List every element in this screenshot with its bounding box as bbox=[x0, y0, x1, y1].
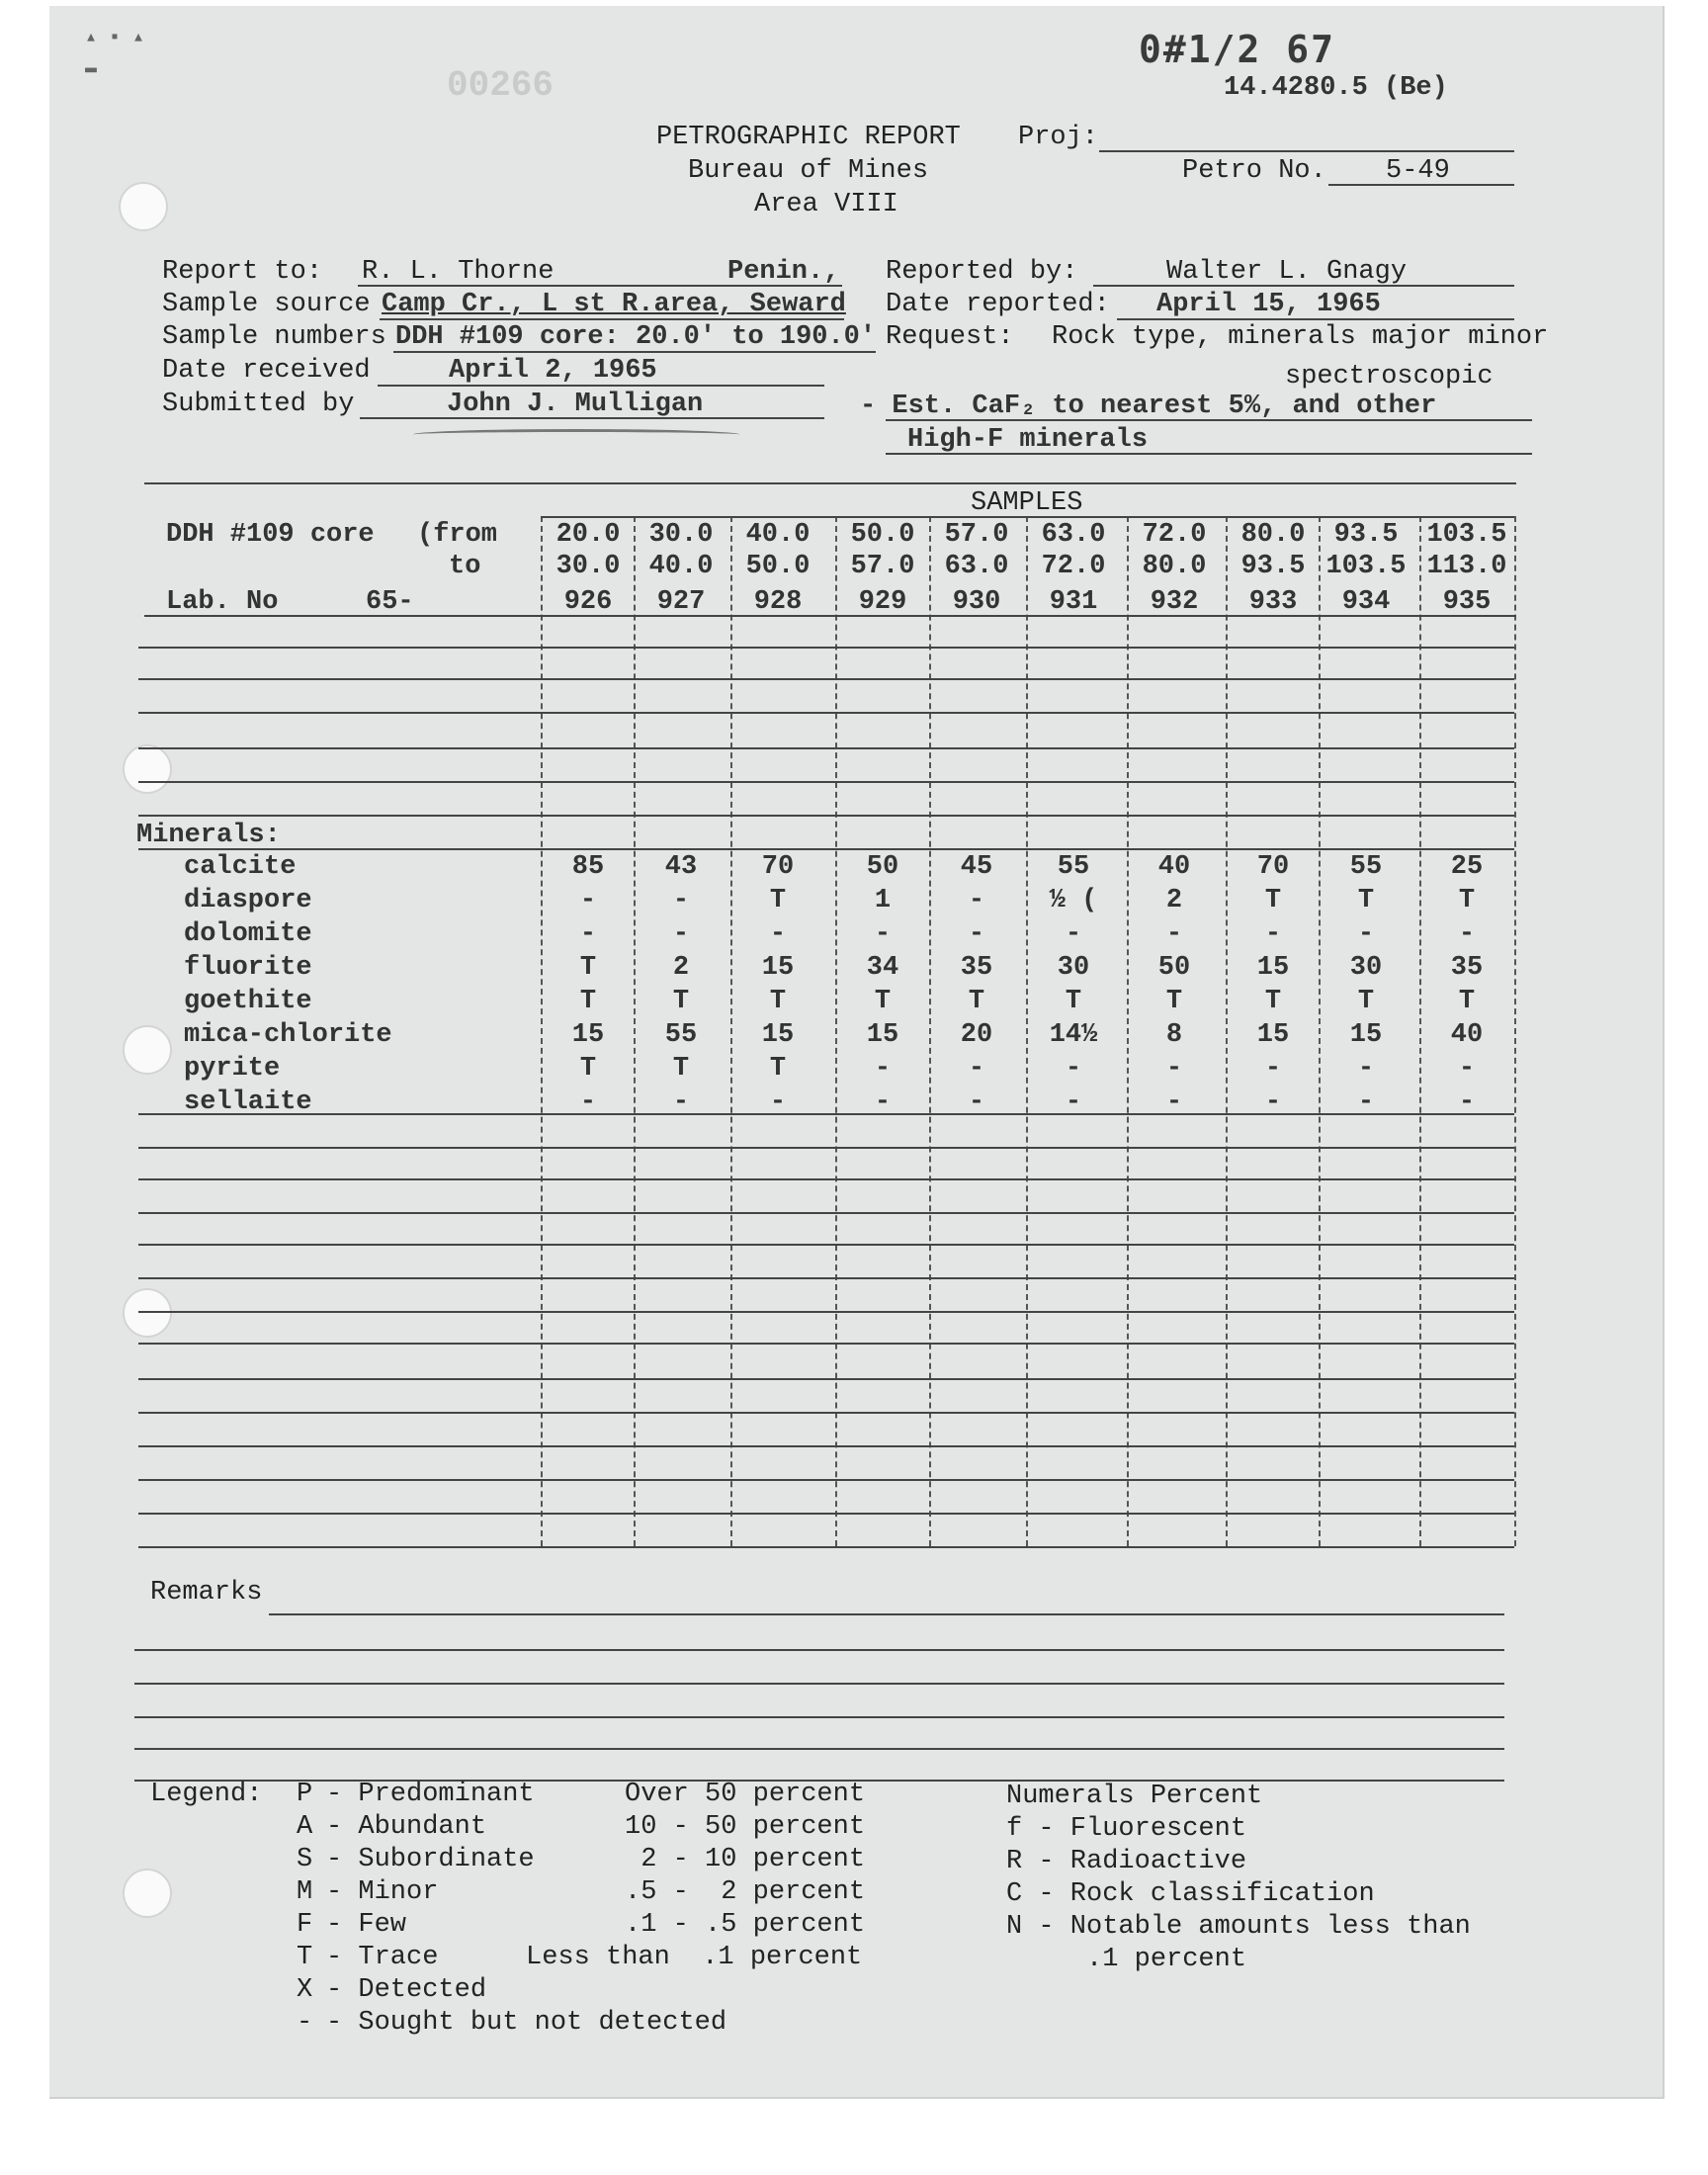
column-divider bbox=[1514, 516, 1516, 1546]
sample-numbers-value: DDH #109 core: 20.0' to 190.0' bbox=[395, 322, 877, 352]
table-rule bbox=[138, 1412, 1514, 1414]
sample-to-value: 93.5 bbox=[1240, 552, 1306, 581]
punch-hole bbox=[119, 182, 168, 231]
table-rule bbox=[138, 1378, 1514, 1380]
remarks-line bbox=[134, 1748, 1504, 1750]
mineral-value: T bbox=[968, 987, 985, 1016]
lab-number: 933 bbox=[1248, 587, 1298, 617]
mineral-value: - bbox=[1357, 1088, 1375, 1117]
submitted-by-underline bbox=[360, 417, 824, 419]
legend-note: R - Radioactive bbox=[1006, 1847, 1247, 1876]
table-rule bbox=[138, 1178, 1514, 1180]
legend-description: - Minor bbox=[326, 1877, 439, 1907]
sample-from-value: 40.0 bbox=[745, 520, 811, 550]
request-note-1: - Est. CaF₂ to nearest 5%, and other bbox=[860, 392, 1437, 421]
mineral-value: T bbox=[1065, 987, 1082, 1016]
mineral-value: T bbox=[769, 1054, 787, 1084]
table-rule bbox=[138, 848, 1514, 850]
mineral-value: 50 bbox=[1157, 953, 1191, 983]
sample-numbers-underline bbox=[393, 351, 876, 353]
mineral-value: - bbox=[1458, 1054, 1476, 1084]
samples-header: SAMPLES bbox=[971, 488, 1083, 518]
lab-number: 928 bbox=[753, 587, 803, 617]
sample-to-value: 63.0 bbox=[944, 552, 1009, 581]
area: Area VIII bbox=[754, 190, 898, 219]
sample-to-value: 103.5 bbox=[1325, 552, 1407, 581]
remarks-line bbox=[134, 1716, 1504, 1718]
mineral-value: 15 bbox=[761, 1020, 795, 1050]
lab-number: 935 bbox=[1442, 587, 1492, 617]
handwritten-underline bbox=[413, 429, 739, 440]
mineral-value: - bbox=[1357, 919, 1375, 949]
sample-to-value: 30.0 bbox=[555, 552, 621, 581]
mineral-value: - bbox=[874, 1054, 892, 1084]
legend-note: f - Fluorescent bbox=[1006, 1814, 1247, 1844]
date-reported-label: Date reported: bbox=[886, 290, 1110, 319]
table-rule bbox=[138, 1311, 1514, 1313]
mineral-value: 50 bbox=[866, 852, 899, 882]
document-number: 0#1/2 67 bbox=[1139, 28, 1336, 71]
legend-description: - Few bbox=[326, 1910, 407, 1940]
lab-number: 934 bbox=[1341, 587, 1391, 617]
header-rule bbox=[541, 516, 1514, 518]
mineral-value: 2 bbox=[672, 953, 690, 983]
mineral-value: - bbox=[1357, 1054, 1375, 1084]
legend-range: Less than .1 percent bbox=[526, 1943, 863, 1972]
mineral-value: - bbox=[769, 1088, 787, 1117]
legend-code: - bbox=[297, 2008, 313, 2038]
table-rule bbox=[138, 1147, 1514, 1149]
mineral-value: 15 bbox=[761, 953, 795, 983]
legend-code: X bbox=[297, 1975, 313, 2005]
mineral-value: - bbox=[579, 1088, 597, 1117]
legend-code: S bbox=[297, 1845, 313, 1874]
mineral-value: T bbox=[1165, 987, 1183, 1016]
sample-from-value: 72.0 bbox=[1142, 520, 1207, 550]
report-to-label: Report to: bbox=[162, 257, 323, 287]
mineral-value: T bbox=[769, 886, 787, 915]
mineral-value: - bbox=[874, 1088, 892, 1117]
mineral-value: 30 bbox=[1057, 953, 1090, 983]
sample-to-value: 57.0 bbox=[850, 552, 915, 581]
mineral-value: T bbox=[579, 953, 597, 983]
sample-from-value: 57.0 bbox=[944, 520, 1009, 550]
mineral-value: 40 bbox=[1450, 1020, 1484, 1050]
mineral-value: T bbox=[579, 1054, 597, 1084]
date-received-underline bbox=[378, 385, 824, 387]
table-top-rule bbox=[144, 482, 1516, 484]
mineral-value: T bbox=[1264, 987, 1282, 1016]
mineral-value: 15 bbox=[571, 1020, 605, 1050]
proj-label: Proj: bbox=[1018, 123, 1099, 152]
lab-number: 929 bbox=[858, 587, 907, 617]
mineral-value: 35 bbox=[1450, 953, 1484, 983]
remarks-line bbox=[269, 1613, 1504, 1615]
mineral-name: fluorite bbox=[184, 953, 312, 983]
mineral-name: pyrite bbox=[184, 1054, 281, 1084]
lab-number: 931 bbox=[1049, 587, 1098, 617]
table-rule bbox=[138, 712, 1514, 714]
sample-to-value: 80.0 bbox=[1142, 552, 1207, 581]
lab-number: 930 bbox=[952, 587, 1001, 617]
mineral-value: - bbox=[579, 919, 597, 949]
lab-number: 927 bbox=[656, 587, 706, 617]
mineral-value: 55 bbox=[1349, 852, 1383, 882]
organization: Bureau of Mines bbox=[688, 156, 929, 186]
stray-mark: ▬ bbox=[85, 57, 98, 80]
mineral-value: 85 bbox=[571, 852, 605, 882]
sample-numbers-label: Sample numbers bbox=[162, 322, 386, 352]
sample-from-value: 20.0 bbox=[555, 520, 621, 550]
sample-to-value: 113.0 bbox=[1426, 552, 1507, 581]
table-rule bbox=[138, 815, 1514, 817]
mineral-value: - bbox=[874, 919, 892, 949]
mineral-value: 1 bbox=[874, 886, 892, 915]
sample-source-label: Sample source bbox=[162, 290, 371, 319]
mineral-value: ½ ( bbox=[1049, 886, 1098, 915]
mineral-value: 40 bbox=[1157, 852, 1191, 882]
legend-range: 10 - 50 percent bbox=[625, 1812, 866, 1842]
sample-to-value: 50.0 bbox=[745, 552, 811, 581]
sample-to-value: 40.0 bbox=[648, 552, 714, 581]
legend-range: .1 - .5 percent bbox=[625, 1910, 866, 1940]
mineral-value: 55 bbox=[1057, 852, 1090, 882]
sample-source-value: Camp Cr., L st R.area, Seward bbox=[382, 290, 846, 319]
mineral-value: 15 bbox=[1256, 1020, 1290, 1050]
table-rule bbox=[138, 1445, 1514, 1447]
mineral-value: 70 bbox=[1256, 852, 1290, 882]
mineral-value: 34 bbox=[866, 953, 899, 983]
lab-number: 932 bbox=[1150, 587, 1199, 617]
remarks-line bbox=[134, 1683, 1504, 1685]
mineral-value: T bbox=[1264, 886, 1282, 915]
mineral-value: 8 bbox=[1165, 1020, 1183, 1050]
proj-underline bbox=[1099, 150, 1514, 152]
mineral-value: - bbox=[1065, 1054, 1082, 1084]
petro-underline bbox=[1328, 184, 1514, 186]
request-text: Rock type, minerals major minor bbox=[1052, 322, 1549, 352]
mineral-value: - bbox=[1458, 919, 1476, 949]
punch-hole bbox=[123, 1025, 172, 1075]
mineral-value: 55 bbox=[664, 1020, 698, 1050]
mineral-value: - bbox=[968, 919, 985, 949]
mineral-value: T bbox=[579, 987, 597, 1016]
reported-by-label: Reported by: bbox=[886, 257, 1078, 287]
mineral-value: 30 bbox=[1349, 953, 1383, 983]
request-note-1-underline bbox=[886, 419, 1532, 421]
legend-code: T bbox=[297, 1943, 313, 1972]
mineral-value: 43 bbox=[664, 852, 698, 882]
mineral-value: - bbox=[1165, 919, 1183, 949]
legend-description: - Abundant bbox=[326, 1812, 487, 1842]
mineral-value: T bbox=[1458, 987, 1476, 1016]
legend-description: - Sought but not detected bbox=[326, 2008, 727, 2038]
sample-from-value: 93.5 bbox=[1333, 520, 1399, 550]
mineral-value: - bbox=[968, 886, 985, 915]
mineral-value: - bbox=[1264, 1054, 1282, 1084]
mineral-value: - bbox=[672, 919, 690, 949]
legend-range: .5 - 2 percent bbox=[625, 1877, 866, 1907]
table-rule bbox=[138, 1513, 1514, 1515]
mineral-value: T bbox=[1458, 886, 1476, 915]
mineral-value: 45 bbox=[960, 852, 993, 882]
report-to-note: Penin., bbox=[727, 257, 840, 287]
date-received-value: April 2, 1965 bbox=[449, 356, 657, 386]
legend-note: Numerals Percent bbox=[1006, 1782, 1263, 1811]
reference-number: 14.4280.5 (Be) bbox=[1224, 73, 1448, 103]
mineral-value: - bbox=[672, 886, 690, 915]
submitted-by-value: John J. Mulligan bbox=[447, 390, 704, 419]
punch-hole bbox=[123, 1288, 172, 1338]
mineral-value: 14½ bbox=[1049, 1020, 1098, 1050]
legend-range: 2 - 10 percent bbox=[625, 1845, 866, 1874]
sample-to-value: 72.0 bbox=[1041, 552, 1106, 581]
date-reported-underline bbox=[1117, 318, 1514, 320]
mineral-value: - bbox=[1264, 919, 1282, 949]
mineral-value: 20 bbox=[960, 1020, 993, 1050]
request-note-2: High-F minerals bbox=[907, 425, 1149, 455]
minerals-header: Minerals: bbox=[136, 821, 281, 850]
mineral-value: - bbox=[1458, 1088, 1476, 1117]
table-rule bbox=[138, 647, 1514, 649]
legend-description: - Subordinate bbox=[326, 1845, 535, 1874]
mineral-value: T bbox=[874, 987, 892, 1016]
mineral-value: T bbox=[1357, 987, 1375, 1016]
table-rule bbox=[138, 1212, 1514, 1214]
petro-number: 5-49 bbox=[1386, 156, 1450, 186]
legend-note: N - Notable amounts less than bbox=[1006, 1912, 1471, 1942]
table-rule bbox=[138, 678, 1514, 680]
punch-hole bbox=[123, 1869, 172, 1918]
sample-from-value: 80.0 bbox=[1240, 520, 1306, 550]
stray-mark: ▴ ▪ ▴ bbox=[85, 27, 145, 49]
mineral-value: - bbox=[1065, 919, 1082, 949]
sample-source-underline bbox=[380, 318, 844, 320]
mineral-value: 15 bbox=[1349, 1020, 1383, 1050]
mineral-name: diaspore bbox=[184, 886, 312, 915]
mineral-value: 15 bbox=[1256, 953, 1290, 983]
mineral-value: 35 bbox=[960, 953, 993, 983]
mineral-name: mica-chlorite bbox=[184, 1020, 392, 1050]
legend-code: P bbox=[297, 1780, 313, 1809]
request-note-2-underline bbox=[886, 453, 1532, 455]
mineral-value: 2 bbox=[1165, 886, 1183, 915]
mineral-value: - bbox=[968, 1054, 985, 1084]
mineral-value: - bbox=[1065, 1088, 1082, 1117]
mineral-value: - bbox=[968, 1088, 985, 1117]
sample-from-value: 50.0 bbox=[850, 520, 915, 550]
legend-label: Legend: bbox=[150, 1780, 263, 1809]
report-to-underline bbox=[358, 285, 842, 287]
mineral-value: T bbox=[1357, 886, 1375, 915]
mineral-value: - bbox=[769, 919, 787, 949]
sample-from-value: 63.0 bbox=[1041, 520, 1106, 550]
mineral-name: dolomite bbox=[184, 919, 312, 949]
reported-by-underline bbox=[1093, 285, 1514, 287]
table-rule bbox=[138, 747, 1514, 749]
table-rule bbox=[138, 1479, 1514, 1481]
report-to-value: R. L. Thorne bbox=[362, 257, 555, 287]
table-rule bbox=[138, 1343, 1514, 1345]
legend-code: A bbox=[297, 1812, 313, 1842]
mineral-value: 70 bbox=[761, 852, 795, 882]
mineral-value: 15 bbox=[866, 1020, 899, 1050]
sample-from-value: 30.0 bbox=[648, 520, 714, 550]
petro-label: Petro No. bbox=[1182, 156, 1326, 186]
lab-no-label: Lab. No bbox=[166, 587, 279, 617]
mineral-value: - bbox=[1264, 1088, 1282, 1117]
report-title: PETROGRAPHIC REPORT bbox=[656, 123, 961, 152]
lab-number: 926 bbox=[563, 587, 613, 617]
remarks-line bbox=[134, 1649, 1504, 1651]
mineral-value: T bbox=[672, 987, 690, 1016]
request-label: Request: bbox=[886, 322, 1014, 352]
lab-prefix: 65- bbox=[366, 587, 414, 617]
mineral-name: goethite bbox=[184, 987, 312, 1016]
legend-description: - Trace bbox=[326, 1943, 439, 1972]
legend-range: Over 50 percent bbox=[625, 1780, 866, 1809]
legend-note: C - Rock classification bbox=[1006, 1879, 1375, 1909]
mineral-value: - bbox=[1165, 1088, 1183, 1117]
mineral-name: calcite bbox=[184, 852, 297, 882]
reported-by-value: Walter L. Gnagy bbox=[1166, 257, 1408, 287]
mineral-value: 25 bbox=[1450, 852, 1484, 882]
legend-code: F bbox=[297, 1910, 313, 1940]
sample-from-value: 103.5 bbox=[1426, 520, 1507, 550]
from-label: (from bbox=[417, 520, 498, 550]
legend-code: M bbox=[297, 1877, 313, 1907]
submitted-by-label: Submitted by bbox=[162, 390, 355, 419]
punch-hole bbox=[123, 744, 172, 794]
mineral-value: - bbox=[672, 1088, 690, 1117]
to-label: to bbox=[449, 552, 481, 581]
request-extra: spectroscopic bbox=[1285, 362, 1494, 392]
mineral-value: - bbox=[1165, 1054, 1183, 1084]
legend-description: - Predominant bbox=[326, 1780, 535, 1809]
mineral-name: sellaite bbox=[184, 1088, 312, 1117]
mineral-value: - bbox=[579, 886, 597, 915]
table-rule bbox=[138, 781, 1514, 783]
ghost-stamp: 00266 bbox=[447, 65, 555, 106]
mineral-value: T bbox=[769, 987, 787, 1016]
legend-note: .1 percent bbox=[1006, 1945, 1247, 1974]
date-reported-value: April 15, 1965 bbox=[1156, 290, 1381, 319]
date-received-label: Date received bbox=[162, 356, 371, 386]
table-rule bbox=[138, 1546, 1514, 1548]
core-label: DDH #109 core bbox=[166, 520, 375, 550]
table-rule bbox=[138, 1277, 1514, 1279]
remarks-label: Remarks bbox=[150, 1578, 263, 1608]
mineral-value: T bbox=[672, 1054, 690, 1084]
table-rule bbox=[138, 1244, 1514, 1246]
legend-description: - Detected bbox=[326, 1975, 487, 2005]
